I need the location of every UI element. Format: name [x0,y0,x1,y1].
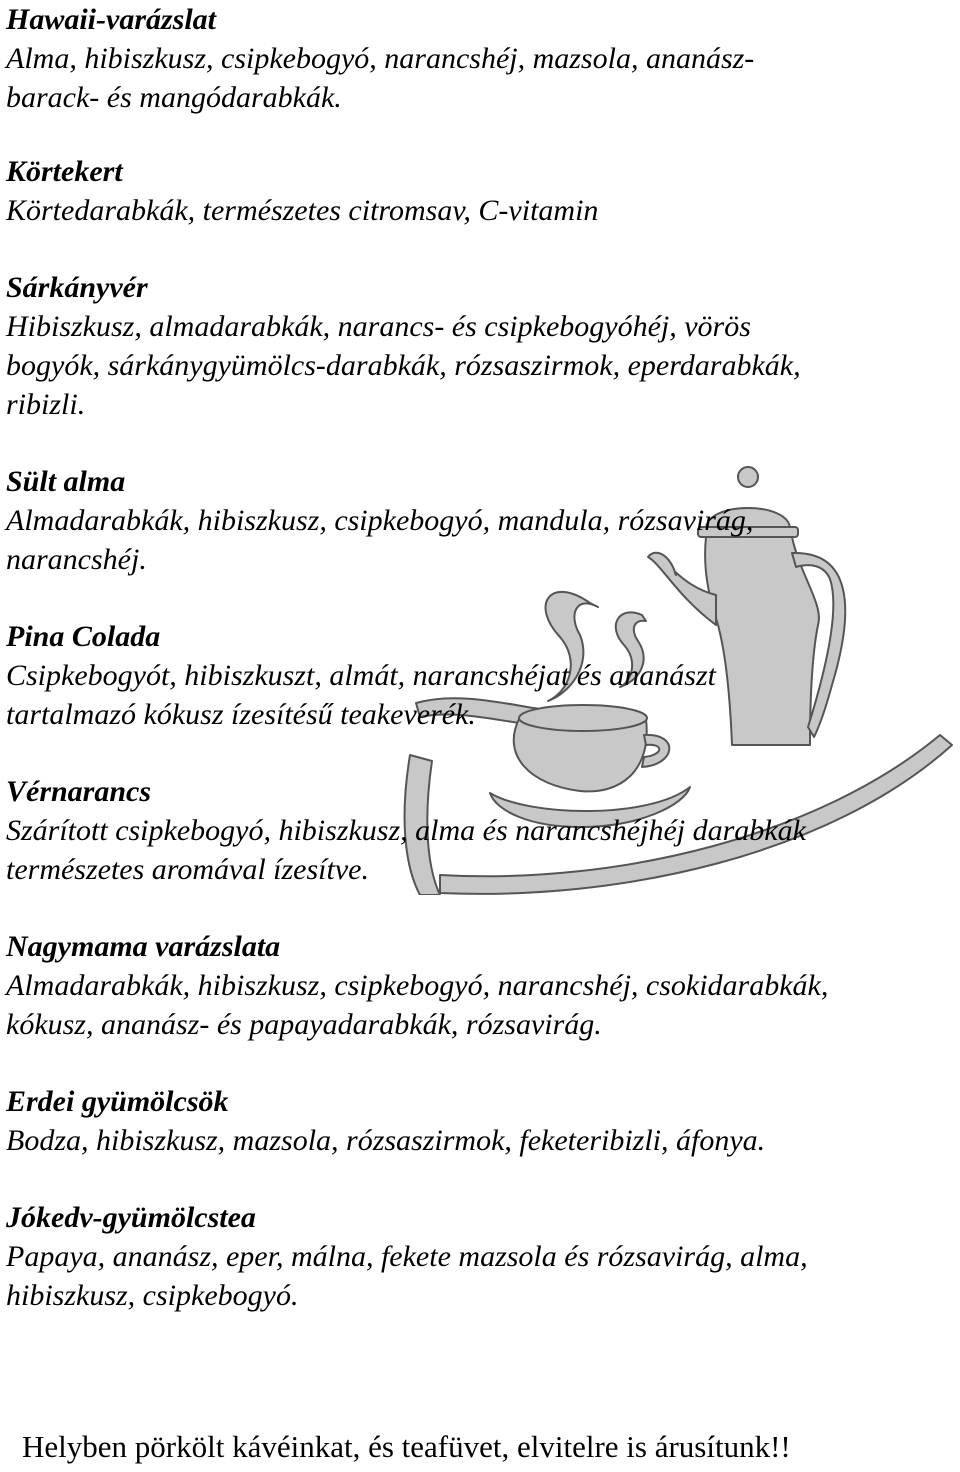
tea-ingredients-line: hibiszkusz, csipkebogyó. [6,1279,299,1312]
tea-entry [6,152,936,230]
tea-entry [6,1198,936,1315]
tea-ingredients-line: Papaya, ananász, eper, málna, fekete mazsola és rózsavirág, alma, [6,1240,808,1273]
tea-ingredients-line: Csipkebogyót, hibiszkuszt, almát, narancshéjat és ananászt [6,659,716,692]
tea-ingredients-line: Szárított csipkebogyó, hibiszkusz, alma és narancshéjhéj darabkák [6,814,806,847]
tea-ingredients-line: kókusz, ananász- és papayadarabkák, rózsavirág. [6,1008,602,1041]
footer-note: Helyben pörkölt kávéinkat, és teafüvet, elvitelre is árusítunk!! [22,1429,791,1464]
tea-entry [6,927,936,1044]
tea-ingredients-line: természetes aromával ízesítve. [6,853,369,886]
tea-ingredients-line: tartalmazó kókusz ízesítésű teakeverék. [6,698,476,731]
tea-entry [6,617,936,734]
tea-name: Vérnarancs [6,775,152,808]
tea-name: Sült alma [6,465,126,498]
tea-name: Jókedv-gyümölcstea [6,1201,256,1234]
tea-entry [6,772,936,889]
tea-name: Hawaii-varázslat [6,3,217,36]
tea-ingredients-line: Hibiszkusz, almadarabkák, narancs- és csipkebogyóhéj, vörös [6,310,751,343]
tea-ingredients-line: narancshéj. [6,543,147,576]
tea-name: Sárkányvér [6,271,148,304]
tea-ingredients-line: Bodza, hibiszkusz, mazsola, rózsaszirmok, feketeribizli, áfonya. [6,1124,766,1157]
tea-entry [6,0,936,117]
tea-ingredients-line: ribizli. [6,388,86,421]
tea-ingredients-line: barack- és mangódarabkák. [6,81,342,114]
tea-name: Körtekert [6,155,123,188]
tea-ingredients-line: Körtedarabkák, természetes citromsav, C-vitamin [6,194,599,227]
tea-ingredients-line: Almadarabkák, hibiszkusz, csipkebogyó, narancshéj, csokidarabkák, [6,969,829,1002]
tea-name: Pina Colada [6,620,161,653]
tea-ingredients-line: bogyók, sárkánygyümölcs-darabkák, rózsaszirmok, eperdarabkák, [6,349,801,382]
tea-name: Erdei gyümölcsök [6,1085,229,1118]
tea-entry [6,462,936,579]
tea-ingredients-line: Almadarabkák, hibiszkusz, csipkebogyó, mandula, rózsavirág, [6,504,754,537]
tea-ingredients-line: Alma, hibiszkusz, csipkebogyó, narancshéj, mazsola, ananász- [6,42,755,75]
tea-entry [6,1082,936,1160]
tea-entry [6,268,936,424]
tea-name: Nagymama varázslata [6,930,281,963]
